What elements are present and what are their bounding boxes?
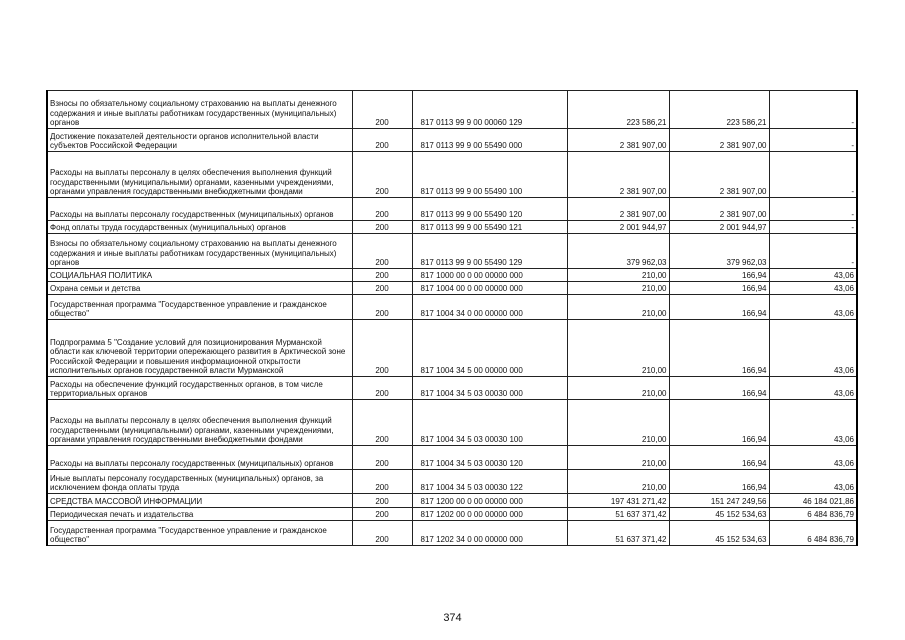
- row-name: Государственная программа "Государственное управление и гражданское общество": [47, 295, 352, 320]
- approved-amount: 51 637 371,42: [567, 521, 669, 546]
- budget-classification-code: 817 1200 00 0 00 00000 000: [412, 494, 567, 508]
- admin-code: 200: [352, 508, 412, 521]
- executed-amount: 45 152 534,63: [669, 508, 769, 521]
- row-name: СРЕДСТВА МАССОВОЙ ИНФОРМАЦИИ: [47, 494, 352, 508]
- approved-amount: 2 001 944,97: [567, 221, 669, 234]
- executed-amount: 2 381 907,00: [669, 129, 769, 152]
- table-row: [47, 295, 857, 320]
- admin-code: 200: [352, 521, 412, 546]
- approved-amount: 210,00: [567, 295, 669, 320]
- table-row: [47, 320, 857, 377]
- approved-amount: 2 381 907,00: [567, 129, 669, 152]
- unexecuted-amount: 43,06: [769, 470, 857, 494]
- budget-classification-code: 817 1004 34 5 03 00030 122: [412, 470, 567, 494]
- table-row: [47, 521, 857, 546]
- row-name: Расходы на выплаты персоналу государственных (муниципальных) органов: [47, 446, 352, 470]
- row-name: Расходы на выплаты персоналу в целях обеспечения выполнения функций государственными (муниципальными) органами, казенными учреждениями, органами управления государственными внебюджетными фондами: [47, 152, 352, 198]
- budget-classification-code: 817 0113 99 9 00 55490 100: [412, 152, 567, 198]
- executed-amount: 166,94: [669, 320, 769, 377]
- budget-classification-code: 817 1004 34 5 03 00030 100: [412, 400, 567, 446]
- executed-amount: 166,94: [669, 377, 769, 400]
- unexecuted-amount: 43,06: [769, 269, 857, 282]
- approved-amount: 51 637 371,42: [567, 508, 669, 521]
- executed-amount: 166,94: [669, 400, 769, 446]
- table-row: [47, 377, 857, 400]
- executed-amount: 2 381 907,00: [669, 198, 769, 221]
- admin-code: 200: [352, 234, 412, 269]
- approved-amount: 210,00: [567, 446, 669, 470]
- budget-classification-code: 817 0113 99 9 00 55490 000: [412, 129, 567, 152]
- unexecuted-amount: 46 184 021,86: [769, 494, 857, 508]
- approved-amount: 210,00: [567, 400, 669, 446]
- admin-code: 200: [352, 295, 412, 320]
- executed-amount: 2 001 944,97: [669, 221, 769, 234]
- table-row: [47, 470, 857, 494]
- unexecuted-amount: -: [769, 152, 857, 198]
- table-row: [47, 221, 857, 234]
- table-row: [47, 234, 857, 269]
- approved-amount: 210,00: [567, 269, 669, 282]
- unexecuted-amount: -: [769, 234, 857, 269]
- executed-amount: 45 152 534,63: [669, 521, 769, 546]
- budget-classification-code: 817 1202 00 0 00 00000 000: [412, 508, 567, 521]
- executed-amount: 166,94: [669, 446, 769, 470]
- unexecuted-amount: 6 484 836,79: [769, 508, 857, 521]
- approved-amount: 210,00: [567, 377, 669, 400]
- executed-amount: 166,94: [669, 282, 769, 295]
- row-name: Охрана семьи и детства: [47, 282, 352, 295]
- admin-code: 200: [352, 377, 412, 400]
- row-name: Взносы по обязательному социальному страхованию на выплаты денежного содержания и иные выплаты работникам государственных (муниципальных) органов: [47, 91, 352, 129]
- row-name: Государственная программа "Государственное управление и гражданское общество": [47, 521, 352, 546]
- row-name: Расходы на выплаты персоналу в целях обеспечения выполнения функций государственными (муниципальными) органами, казенными учреждениями, органами управления государственными внебюджетными фондами: [47, 400, 352, 446]
- unexecuted-amount: 43,06: [769, 320, 857, 377]
- executed-amount: 223 586,21: [669, 91, 769, 129]
- admin-code: 200: [352, 198, 412, 221]
- unexecuted-amount: -: [769, 221, 857, 234]
- admin-code: 200: [352, 129, 412, 152]
- row-name: Достижение показателей деятельности органов исполнительной власти субъектов Российской Федерации: [47, 129, 352, 152]
- row-name: Фонд оплаты труда государственных (муниципальных) органов: [47, 221, 352, 234]
- approved-amount: 210,00: [567, 470, 669, 494]
- admin-code: 200: [352, 269, 412, 282]
- budget-classification-code: 817 1004 34 5 00 00000 000: [412, 320, 567, 377]
- table-row: [47, 494, 857, 508]
- unexecuted-amount: -: [769, 91, 857, 129]
- approved-amount: 223 586,21: [567, 91, 669, 129]
- executed-amount: 166,94: [669, 470, 769, 494]
- admin-code: 200: [352, 446, 412, 470]
- admin-code: 200: [352, 320, 412, 377]
- approved-amount: 2 381 907,00: [567, 152, 669, 198]
- executed-amount: 166,94: [669, 269, 769, 282]
- unexecuted-amount: 43,06: [769, 295, 857, 320]
- admin-code: 200: [352, 400, 412, 446]
- approved-amount: 379 962,03: [567, 234, 669, 269]
- row-name: Подпрограмма 5 "Создание условий для позиционирования Мурманской области как ключевой территории опережающего развития в Арктической зоне Российской Федерации и повышения информационной открытости исполнительных органов государственной власти Мурманской: [47, 320, 352, 377]
- row-name: Расходы на выплаты персоналу государственных (муниципальных) органов: [47, 198, 352, 221]
- executed-amount: 166,94: [669, 295, 769, 320]
- executed-amount: 2 381 907,00: [669, 152, 769, 198]
- budget-table: [46, 90, 858, 546]
- approved-amount: 197 431 271,42: [567, 494, 669, 508]
- unexecuted-amount: 6 484 836,79: [769, 521, 857, 546]
- unexecuted-amount: 43,06: [769, 377, 857, 400]
- unexecuted-amount: 43,06: [769, 400, 857, 446]
- budget-classification-code: 817 1004 34 0 00 00000 000: [412, 295, 567, 320]
- executed-amount: 379 962,03: [669, 234, 769, 269]
- budget-classification-code: 817 1004 34 5 03 00030 000: [412, 377, 567, 400]
- admin-code: 200: [352, 152, 412, 198]
- unexecuted-amount: -: [769, 198, 857, 221]
- page-number: 374: [443, 612, 462, 624]
- approved-amount: 210,00: [567, 282, 669, 295]
- table-row: [47, 198, 857, 221]
- admin-code: 200: [352, 282, 412, 295]
- executed-amount: 151 247 249,56: [669, 494, 769, 508]
- budget-classification-code: 817 0113 99 9 00 55490 120: [412, 198, 567, 221]
- unexecuted-amount: 43,06: [769, 446, 857, 470]
- table-row: [47, 446, 857, 470]
- budget-classification-code: 817 1004 00 0 00 00000 000: [412, 282, 567, 295]
- row-name: СОЦИАЛЬНАЯ ПОЛИТИКА: [47, 269, 352, 282]
- table-row: [47, 152, 857, 198]
- table-row: [47, 508, 857, 521]
- admin-code: 200: [352, 221, 412, 234]
- row-name: Расходы на обеспечение функций государственных органов, в том числе территориальных органов: [47, 377, 352, 400]
- table-row: [47, 282, 857, 295]
- admin-code: 200: [352, 470, 412, 494]
- budget-classification-code: 817 1000 00 0 00 00000 000: [412, 269, 567, 282]
- budget-classification-code: 817 0113 99 9 00 55490 129: [412, 234, 567, 269]
- row-name: Взносы по обязательному социальному страхованию на выплаты денежного содержания и иные выплаты работникам государственных (муниципальных) органов: [47, 234, 352, 269]
- table-row: [47, 91, 857, 129]
- table-row: [47, 269, 857, 282]
- table-row: [47, 400, 857, 446]
- budget-classification-code: 817 1202 34 0 00 00000 000: [412, 521, 567, 546]
- admin-code: 200: [352, 494, 412, 508]
- unexecuted-amount: -: [769, 129, 857, 152]
- admin-code: 200: [352, 91, 412, 129]
- row-name: Иные выплаты персоналу государственных (муниципальных) органов, за исключением фонда оплаты труда: [47, 470, 352, 494]
- table-row: [47, 129, 857, 152]
- budget-classification-code: 817 1004 34 5 03 00030 120: [412, 446, 567, 470]
- row-name: Периодическая печать и издательства: [47, 508, 352, 521]
- unexecuted-amount: 43,06: [769, 282, 857, 295]
- budget-classification-code: 817 0113 99 9 00 55490 121: [412, 221, 567, 234]
- approved-amount: 2 381 907,00: [567, 198, 669, 221]
- budget-classification-code: 817 0113 99 9 00 00060 129: [412, 91, 567, 129]
- approved-amount: 210,00: [567, 320, 669, 377]
